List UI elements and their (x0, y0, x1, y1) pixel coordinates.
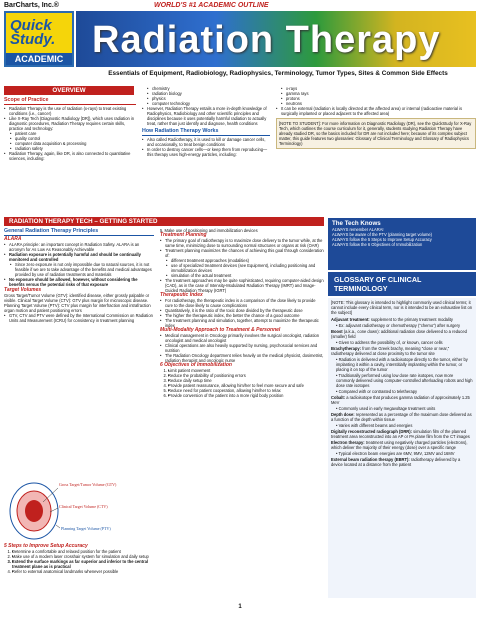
works-title: How Radiation Therapy Works (142, 128, 270, 136)
overview-col3 (276, 86, 476, 149)
glossary-entry (331, 317, 473, 322)
alara-item: • No exposure should be allowed, however, without considering the benefits versus the potential risks of that exposure (4, 277, 154, 287)
glossary-definition: Given to address the possibility of, or known, cancer cells (338, 340, 443, 345)
glossary-term: External beam radiation therapy (EBRT): (331, 457, 410, 462)
bullet-icon: • (336, 451, 339, 456)
volumes-text: Gross Target/Tumor Volume (GTV): identified disease, either grossly palpable or visible. Clinical Target Volume (CTV): GTV plus margin for microscopic disease. Planning Target Volume (PTV): CTV plus margin for interfraction and intrafraction organ motion and patient positioning errors (4, 293, 151, 313)
step-item: • 4. Refer to external anatomical landmarks whenever possible (12, 569, 154, 574)
title-banner (76, 11, 476, 67)
glossary-subitem (331, 323, 473, 328)
skill-item: • computer data acquisition & processing (10, 141, 136, 146)
ctv-label: Clinical Target Volume (CTV) (59, 504, 108, 509)
planning-subitem: • use of specialized treatment devices (see Equipment), including positioning and immobilization devices (166, 263, 324, 273)
top-header (4, 2, 476, 11)
glossary-subitem (331, 406, 473, 411)
tech-col2 (160, 228, 324, 398)
glossary-subitem (331, 340, 473, 345)
glossary-definition: treatment using negatively charged particles (electrons), which deliver the majority of their energy (dose) over a specific range (331, 440, 468, 450)
glossary-entry (331, 440, 473, 450)
science-item: • computer technology (147, 101, 270, 106)
step-item: • 2. Make use of a modern laser crosshair system for simulation and daily setup (12, 554, 154, 559)
glossary-subitem (331, 451, 473, 456)
skill-item: • patient care (10, 131, 136, 136)
particle-item: • protons (281, 96, 476, 101)
skill-item: • quality control (10, 136, 136, 141)
planning-subitem: • different treatment approaches (modalities) (166, 258, 324, 263)
tech-knows-item: ALWAYS remember ALARA! (332, 227, 384, 232)
glossary-term: Electron therapy: (331, 440, 365, 445)
glossary-definition: a radioisotope that produces gamma radiation of approximately 1.25 MeV (331, 395, 470, 405)
planning-item: • The primary goal of radiotherapy is to maximize dose delivery to the tumor while, at the same time, minimizing dose to surrounding normal structures or organs at risk (OAR) (160, 238, 324, 248)
works-item: • Also called Radiotherapy, it is used to kill or damage cancer cells, and occasionally, to treat benign conditions (142, 137, 270, 147)
glossary-definition: Commonly used in early megavoltage treatment units (338, 406, 436, 411)
glossary-entry (331, 412, 473, 422)
alara-subitem: • Since zero exposure is not only impossible due to natural sources, it is not feasible if we are to take advantage of the benefits and medical advantages provided by use of radiation treatments and materials (10, 262, 154, 277)
multi-item: • The Radiation Oncology department relies heavily on the medical physicist, dosimetrist, radiation therapist and oncologic nurse (160, 353, 324, 363)
quickstudy-logo (4, 11, 74, 67)
gtv-outline (25, 500, 43, 522)
overview-paragraph: • It can be external (radiation is locally directed at the affected area) or internal (radioactive material is surgically implanted or placed adjacent to the affected area) (276, 106, 476, 116)
overview-heading: OVERVIEW (4, 86, 134, 95)
glossary-body (328, 298, 476, 598)
logo-academic: ACADEMIC (6, 53, 72, 65)
glossary-entry (331, 346, 473, 356)
scope-item: • Radiation Therapy is the use of radiation (x-rays) to treat existing conditions (i.e., cancer) (4, 106, 136, 116)
scope-item: • Radiation Therapy, again, like DR, is also connected to quantitative sciences, including: (4, 151, 136, 161)
page-subtitle: Essentials of Equipment, Radiobiology, Radiophysics, Terminology, Tumor Types, Sites & Common Side Effects (108, 70, 448, 77)
science-item: • radiation biology (147, 91, 270, 96)
gtv-label: Gross Target/Tumor Volume (GTV) (59, 482, 117, 487)
multi-title: Multi-Modality Approach to Treatment & Personnel (160, 327, 281, 333)
alara-title: ALARA (4, 236, 22, 242)
step-item: • 1. Determine a comfortable and relaxed position for the patient (12, 549, 154, 554)
particle-item: • x-rays (281, 86, 476, 91)
objective-item: • 5. Reduce need for patient cooperation, allowing him/her to relax (168, 388, 324, 393)
glossary-entry (331, 395, 473, 405)
objectives-title: 6 Objectives of Immobilization (160, 362, 232, 368)
particle-item: • neutrons (281, 101, 476, 106)
glossary-term: Adjuvant treatment: (331, 317, 370, 322)
glossary-subitem (331, 357, 473, 372)
science-item: • chemistry (147, 86, 270, 91)
glossary-list (331, 317, 473, 467)
glossary-definition: Radiation is delivered with a radioisotope directly to the tumor, either by implanting it within a cavity, interstitially implanting within the tumor, or placing it on top of the tumor (336, 357, 468, 372)
glossary-entry (331, 429, 473, 439)
student-note: [NOTE TO STUDENT]: For more information on Diagnostic Radiology (DR), see the QuickStudy for X-Ray Tech, which outlines the course curriculum for it, generally, students studying Radiation Therapy have already studied DR, so the basics included for DR are not included here; because of its complex subject matter, this guide features two glossaries: Glossary of Clinical Terminology and Glossary of Radiophysics Terminology) (276, 118, 476, 149)
bullet-icon: • (336, 323, 339, 328)
step-five: 5. Make use of positioning and immobilization devices (160, 228, 258, 233)
overview-col1 (4, 97, 136, 161)
ptv-label: Planning Target Volume (PTV) (61, 526, 111, 531)
objective-item: • 6. Provide conversion of the patient into a more rigid body position (168, 393, 324, 398)
skill-item: • radiation safety (10, 146, 136, 151)
scope-item: • Like X-Ray Tech (Diagnostic Radiology [DR]), which uses radiation in diagnostic procedures, Radiation Therapy requires certain skills, practice and technology: (4, 116, 136, 131)
bullet-icon: • (336, 406, 339, 411)
glossary-definition: from the Greek brachy, meaning "close or near," radiotherapy delivered at close proximity to the tumor site (331, 346, 450, 356)
science-item: • physics (147, 96, 270, 101)
glossary-entry (331, 329, 473, 339)
glossary-entry (331, 457, 473, 467)
bullet-icon: • (336, 423, 339, 428)
glossary-definition: radiotherapy delivered by a device located at a distance from the patient (331, 457, 461, 467)
glossary-definition: Varies with different beams and energies (338, 423, 413, 428)
planning-item: • The treatment approaches may be quite sophisticated, requiring computer-aided design (CAD), as in the case of Intensity-Modulated Radiation Therapy (IMRT) and Image-Guided Radiation Therapy (IGRT) (160, 278, 324, 293)
volumes-title: Target Volumes (4, 287, 42, 293)
glossary-definition: Ex: adjuvant radiotherapy or chemotherapy ("chemo") after surgery (338, 323, 461, 328)
index-title: Therapeutic Index (160, 292, 203, 298)
tech-heading: RADIATION THERAPY TECH – GETTING STARTED (4, 217, 324, 226)
tech-knows-title: The Tech Knows (332, 220, 381, 227)
index-item: • The treatment planning and simulation, together, attempt to maximize the therapeutic index (160, 318, 324, 328)
alara-item: • Radiation exposure is potentially harmful and should be continually monitored and controlled (4, 252, 154, 262)
tech-col1 (4, 228, 154, 323)
glossary-term: Cobalt: (331, 395, 346, 400)
steps-title: 5 Steps to Improve Setup Accuracy (4, 543, 88, 549)
tagline: WORLD'S #1 ACADEMIC OUTLINE (154, 2, 269, 9)
multi-item: • Clinical operations are also heavily supported by nursing, psychosocial services and nutrition (160, 343, 324, 353)
glossary-definition: simulation film of the planned treatment area reconstructed into an AP or PA plane film from the CT images (331, 429, 470, 439)
glossary-term: Brachytherapy: (331, 346, 362, 351)
target-volume-diagram (8, 480, 117, 542)
volumes-item: • GTV, CTV and PTV were defined by the International Commission on Radiation Units and Measurement (ICRU) for consistency in treatment planning (4, 313, 154, 323)
bullet-icon: • (336, 389, 339, 394)
principles-title: General Radiation Therapy Principles (4, 228, 154, 236)
objective-item: • 2. Reduce the probability of positioning errors (168, 373, 324, 378)
step-item: • 3. Extend the surface markings as far superior and inferior to the central treatment plane as is practical (12, 559, 154, 569)
glossary-subitem (331, 423, 473, 428)
page-title: Radiation Therapy (92, 19, 441, 61)
tech-knows-box (328, 218, 476, 270)
glossary-definition: supplement to the primary treatment modality (370, 317, 453, 322)
tech-knows-item: ALWAYS be aware of the PTV (planning target volume) (332, 232, 433, 237)
bullet-icon: • (336, 373, 339, 378)
overview-paragraph: • However, Radiation Therapy entails a more in-depth knowledge of Radiophysics, Radiobiology and other scientific principles and disciplines because it uses potentially harmful radiation to actually treat, rather than just identify and diagnose, health conditions (142, 106, 270, 126)
scope-title: Scope of Practice (4, 97, 136, 105)
index-item: • For radiotherapy, the therapeutic index is a comparison of the dose likely to provide cure to the dose likely to cause complications (160, 298, 324, 308)
multi-item: • Medical management in Oncology primarily involves the surgical oncologist, radiation oncologist and medical oncologist (160, 333, 324, 343)
glossary-subitem (331, 389, 473, 394)
bullet-icon: • (336, 357, 339, 362)
tech-knows-item: ALWAYS follow the 6 Objectives of Immobilization (332, 242, 423, 247)
logo-text: Quick Study. (10, 17, 56, 48)
glossary-note: [NOTE: This glossary is intended to highlight commonly used clinical terms; it cannot include every clinical term, nor is it intended to be an exhaustive list on the subject] (331, 300, 473, 315)
glossary-definition: Typical electron beam energies are 6MV, 9MV, 12MV and 16MV (338, 451, 455, 456)
objective-item: • 4. Provide patient reassurance, allowing him/her to feel more secure and safe (168, 383, 324, 388)
index-item: • The higher the therapeutic index, the better the chance of a good outcome (160, 313, 324, 318)
glossary-subitem (331, 373, 473, 388)
alara-item: • ALARA principle: an important concept in Radiation Safety. ALARA is an acronym for As Low As Reasonably Achievable (4, 242, 154, 252)
works-item: • In order to destroy cancer cells—or keep them from reproducing—this therapy uses high-energy particles, including: (142, 147, 270, 157)
planning-subitem: • simulation of the actual treatment (166, 273, 324, 278)
glossary-definition: represented as a percentage of the maximum dose delivered as a function of the depth within tissue (331, 412, 472, 422)
tech-knows-item: ALWAYS follow the 5 Steps to Improve Setup Accuracy (332, 237, 432, 242)
glossary-heading: GLOSSARY OF CLINICAL TERMINOLOGY (328, 272, 476, 296)
objective-item: • 3. Reduce daily setup time (168, 378, 324, 383)
planning-title: Treatment Planning (160, 232, 207, 238)
bullet-icon: • (336, 340, 339, 345)
page-number: 1 (238, 604, 242, 610)
brand-name: BarCharts, Inc.® (4, 2, 59, 9)
particle-item: • gamma rays (281, 91, 476, 96)
objective-item: • 1. Limit patient movement (168, 368, 324, 373)
glossary-definition: (a.k.a., cone down): additional radiation dose delivered to a reduced (smaller) field (331, 329, 467, 339)
glossary-definition: Compared with or contrasted to teletherapy (338, 389, 418, 394)
glossary-definition: Traditionally performed using low dose rate isotopes, now more commonly delivered using computer-controlled afterloading robots and high dose rate isotopes (336, 373, 473, 388)
glossary-term: Boost (331, 329, 343, 334)
overview-col2 (142, 86, 270, 157)
planning-item: • Treatment planning maximizes the chances of achieving this goal through consideration of: (160, 248, 324, 258)
index-item: • Quantitatively, it is the ratio of the toxic dose divided by the therapeutic dose (160, 308, 324, 313)
glossary-term: Depth dose: (331, 412, 355, 417)
setup-steps (4, 544, 154, 574)
glossary-term: Digitally reconstructed radiograph (DRR): (331, 429, 412, 434)
